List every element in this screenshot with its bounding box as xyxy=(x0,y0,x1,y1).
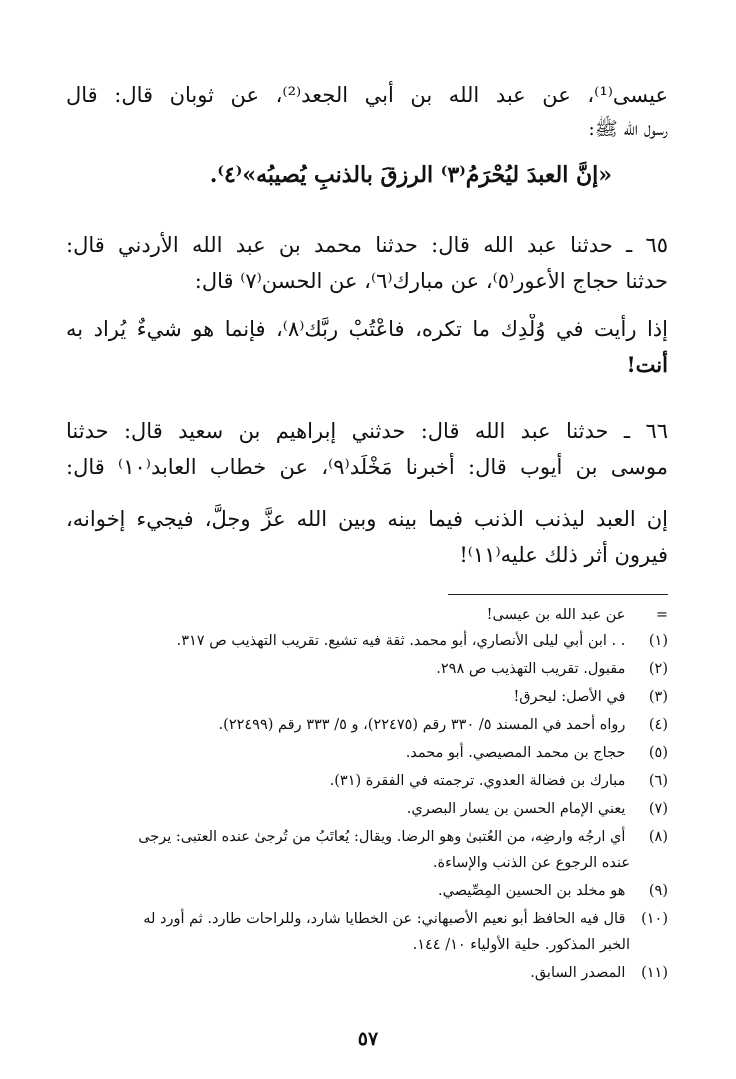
footnote-7 xyxy=(66,798,668,820)
footnote-number: (١٠) xyxy=(641,911,668,927)
footnote-number: (٧) xyxy=(648,801,668,817)
narration-65-line: ٦٥ ـ حدثنا عبد الله قال: حدثنا محمد بن عبد الله الأردني قال: xyxy=(66,233,668,257)
footnote-number: = xyxy=(655,607,668,623)
footnote-number: (٢) xyxy=(648,661,668,677)
narration-66-line: ٦٦ ـ حدثنا عبد الله قال: حدثني إبراهيم بن سعيد قال: حدثنا xyxy=(66,419,668,443)
footnote-number: (٣) xyxy=(648,689,668,705)
footnote-3 xyxy=(66,686,668,708)
footnote-text: عن عبد الله بن عيسى! xyxy=(486,607,626,623)
athar-text: فيرون أثر ذلك عليه⁽١١⁾! xyxy=(459,543,668,567)
text-line: رسول الله ﷺ: xyxy=(588,118,668,140)
footnote-text: . . ابن أبي ليلى الأنصاري، أبو محمد. ثقة فيه تشيع. تقريب التهذيب ص ٣١٧. xyxy=(176,633,626,649)
footnote-number: (٨) xyxy=(648,829,668,845)
page-number: ٥٧ xyxy=(357,1028,379,1050)
footnote-1 xyxy=(66,630,668,652)
footnote-text: مبارك بن فضالة العدوي. ترجمته في الفقرة (٣١). xyxy=(329,773,626,789)
footnote-8 xyxy=(66,826,668,848)
athar-text: إذا رأيت في وُلْدِك ما تكره، فاعْتُبْ ربَّك⁽٨⁾، فإنما هو شيءٌ يُراد به xyxy=(66,317,668,341)
footnote-6 xyxy=(66,770,668,792)
footnote-10 xyxy=(66,908,668,930)
athar-text: أنت! xyxy=(626,352,668,377)
footnote-9 xyxy=(66,880,668,902)
footnote-number: (١١) xyxy=(641,965,668,981)
footnote-text: مقبول. تقريب التهذيب ص ٢٩٨. xyxy=(436,661,626,677)
footnote-text: أي ارجُه وارضِه، من العُتبىٰ وهو الرضا. ويقال: يُعاتَبُ من تُرجىٰ عنده العتبى: يرجى xyxy=(138,829,626,845)
footnote-continuation xyxy=(66,604,668,626)
narration-65-line: حدثنا حجاج الأعور⁽٥⁾، عن مبارك⁽٦⁾، عن الحسن⁽٧⁾ قال: xyxy=(194,269,668,293)
footnote-divider xyxy=(448,594,668,595)
footnote-number: (١) xyxy=(648,633,668,649)
footnote-10-continued: الخبر المذكور. حلية الأولياء ١٠/ ١٤٤. xyxy=(412,937,630,953)
footnote-text: هو مخلد بن الحسين المِصِّيصي. xyxy=(438,883,626,899)
footnote-number: (٦) xyxy=(648,773,668,789)
footnote-text: المصدر السابق. xyxy=(530,965,626,981)
footnote-text: يعني الإمام الحسن بن يسار البصري. xyxy=(406,801,626,817)
footnote-5 xyxy=(66,742,668,764)
footnote-2 xyxy=(66,658,668,680)
footnote-11 xyxy=(66,962,668,984)
footnote-8-continued: عنده الرجوع عن الذنب والإساءة. xyxy=(432,855,630,871)
narration-66-line: موسى بن أيوب قال: أخبرنا مَخْلَد⁽٩⁾، عن خطاب العابد⁽١٠⁾ قال: xyxy=(66,455,668,479)
footnote-text: قال فيه الحافظ أبو نعيم الأصبهاني: عن الخطايا شارد، وللراحات طارد. ثم أورد له xyxy=(143,911,626,927)
athar-text: إن العبد ليذنب الذنب فيما بينه وبين الله عزَّ وجلَّ، فيجيء إخوانه، xyxy=(66,507,668,531)
footnote-4 xyxy=(66,714,668,736)
footnote-number: (٤) xyxy=(648,717,668,733)
hadith-text: «إنَّ العبدَ ليُحْرَمُ⁽٣⁾ الرزقَ بالذنبِ يُصيبُه»⁽٤⁾. xyxy=(209,162,612,188)
footnote-text: حجاج بن محمد المصيصي. أبو محمد. xyxy=(405,745,626,761)
footnote-text: في الأصل: ليحرق! xyxy=(513,689,626,705)
footnote-text: رواه أحمد في المسند ٥/ ٣٣٠ رقم (٢٢٤٧٥)، و ٥/ ٣٣٣ رقم (٢٢٤٩٩). xyxy=(218,717,626,733)
footnote-number: (٥) xyxy=(648,745,668,761)
text-line: عيسى⁽¹⁾، عن عبد الله بن أبي الجعد⁽²⁾، عن ثوبان قال: قال xyxy=(66,83,668,107)
footnote-number: (٩) xyxy=(648,883,668,899)
